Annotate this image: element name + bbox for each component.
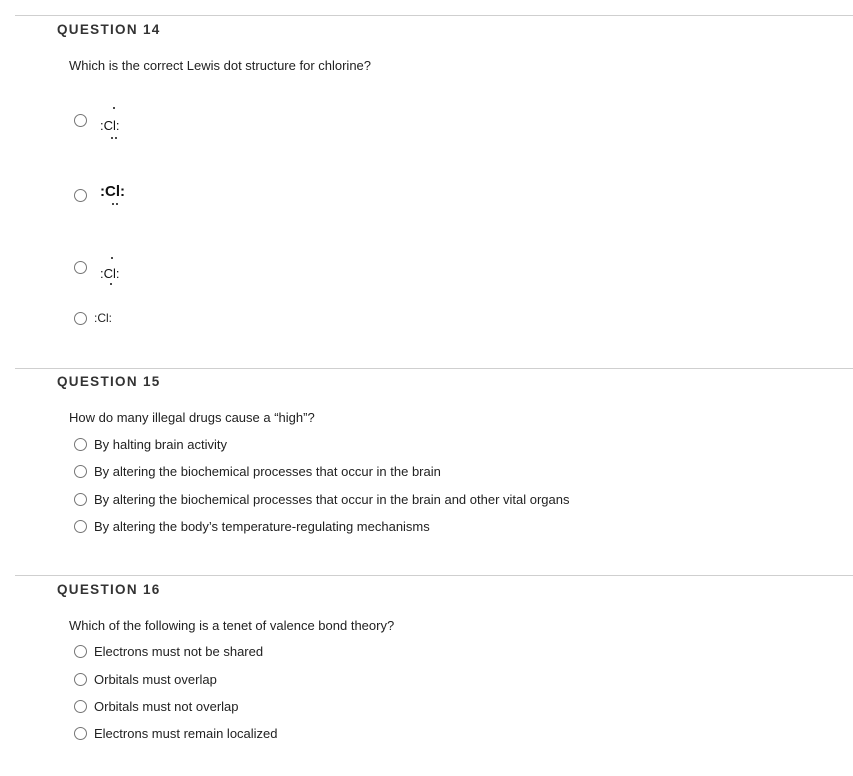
electron-dot (113, 107, 115, 109)
question-title: QUESTION 16 (57, 582, 161, 597)
answer-radio-q16-d[interactable] (74, 727, 87, 740)
answer-radio-q15-a[interactable] (74, 438, 87, 451)
answer-radio-q14-c[interactable] (74, 261, 87, 274)
electron-dot (112, 203, 114, 205)
divider (15, 575, 853, 576)
answer-radio-q16-c[interactable] (74, 700, 87, 713)
question-title: QUESTION 14 (57, 22, 161, 37)
electron-dot (115, 137, 117, 139)
answer-option-label[interactable]: By altering the body’s temperature-regulating mechanisms (94, 519, 430, 534)
answer-option-label[interactable]: By altering the biochemical processes that occur in the brain and other vital organs (94, 492, 570, 507)
answer-option-label[interactable]: Electrons must remain localized (94, 726, 278, 741)
electron-dot (110, 283, 112, 285)
option-label: :Cl: (100, 118, 120, 133)
answer-radio-q14-d[interactable] (74, 312, 87, 325)
answer-radio-q15-b[interactable] (74, 465, 87, 478)
lewis-structure-option-d[interactable]: :Cl: (94, 311, 112, 325)
question-title: QUESTION 15 (57, 374, 161, 389)
question-prompt: Which is the correct Lewis dot structure for chlorine? (69, 58, 372, 73)
option-label: :Cl: (100, 183, 125, 200)
option-label: :Cl: (100, 266, 120, 281)
question-prompt: Which of the following is a tenet of valence bond theory? (69, 618, 395, 633)
divider (15, 15, 853, 16)
answer-option-label[interactable]: Orbitals must not overlap (94, 699, 239, 714)
answer-radio-q16-a[interactable] (74, 645, 87, 658)
divider (15, 368, 853, 369)
answer-option-label[interactable]: By halting brain activity (94, 437, 227, 452)
answer-option-label[interactable]: By altering the biochemical processes that occur in the brain (94, 464, 441, 479)
answer-option-label[interactable]: Orbitals must overlap (94, 672, 217, 687)
electron-dot (116, 203, 118, 205)
answer-radio-q15-d[interactable] (74, 520, 87, 533)
answer-radio-q14-b[interactable] (74, 189, 87, 202)
electron-dot (111, 257, 113, 259)
answer-option-label[interactable]: Electrons must not be shared (94, 644, 264, 659)
question-prompt: How do many illegal drugs cause a “high”? (69, 410, 315, 425)
answer-radio-q15-c[interactable] (74, 493, 87, 506)
electron-dot (111, 137, 113, 139)
answer-radio-q16-b[interactable] (74, 673, 87, 686)
answer-radio-q14-a[interactable] (74, 114, 87, 127)
